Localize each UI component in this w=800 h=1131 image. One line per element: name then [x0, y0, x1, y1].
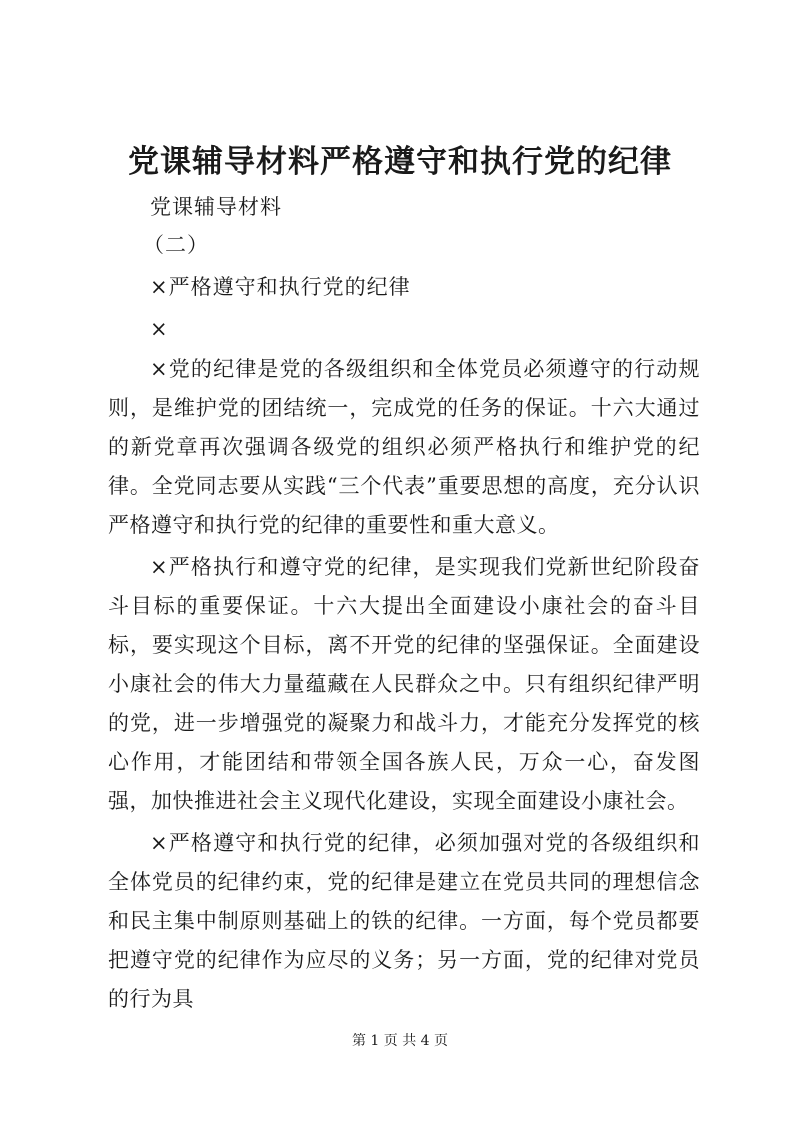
document-subtitle: 党课辅导材料	[150, 195, 282, 219]
section-heading: ×严格遵守和执行党的纪律	[150, 275, 411, 299]
document-title: 党课辅导材料严格遵守和执行党的纪律	[128, 144, 672, 180]
section-number: （二）	[143, 233, 209, 257]
paragraph-3: ×严格遵守和执行党的纪律，必须加强对党的各级组织和全体党员的纪律约束，党的纪律是建立在党员共同的理想信念和民主集中制原则基础上的铁的纪律。一方面，每个党员都要把遵守党的纪律作为应尽的义务；另一方面，党的纪律对党员的行为具	[108, 831, 700, 1011]
page-footer: 第 1 页 共 4 页	[351, 1033, 449, 1049]
paragraph-2: ×严格执行和遵守党的纪律，是实现我们党新世纪阶段奋斗目标的重要保证。十六大提出全面建设小康社会的奋斗目标，要实现这个目标，离不开党的纪律的坚强保证。全面建设小康社会的伟大力量蕴藏在人民群众之中。只有组织纪律严明的党，进一步增强党的凝聚力和战斗力，才能充分发挥党的核心作用，才能团结和带领全国各族人民，万众一心，奋发图强，加快推进社会主义现代化建设，实现全面建设小康社会。	[108, 555, 700, 813]
section-marker: ×	[150, 317, 169, 341]
paragraph-1: ×党的纪律是党的各级组织和全体党员必须遵守的行动规则，是维护党的团结统一，完成党的任务的保证。十六大通过的新党章再次强调各级党的组织必须严格执行和维护党的纪律。全党同志要从实践“三个代表”重要思想的高度，充分认识严格遵守和执行党的纪律的重要性和重大意义。	[108, 357, 700, 537]
